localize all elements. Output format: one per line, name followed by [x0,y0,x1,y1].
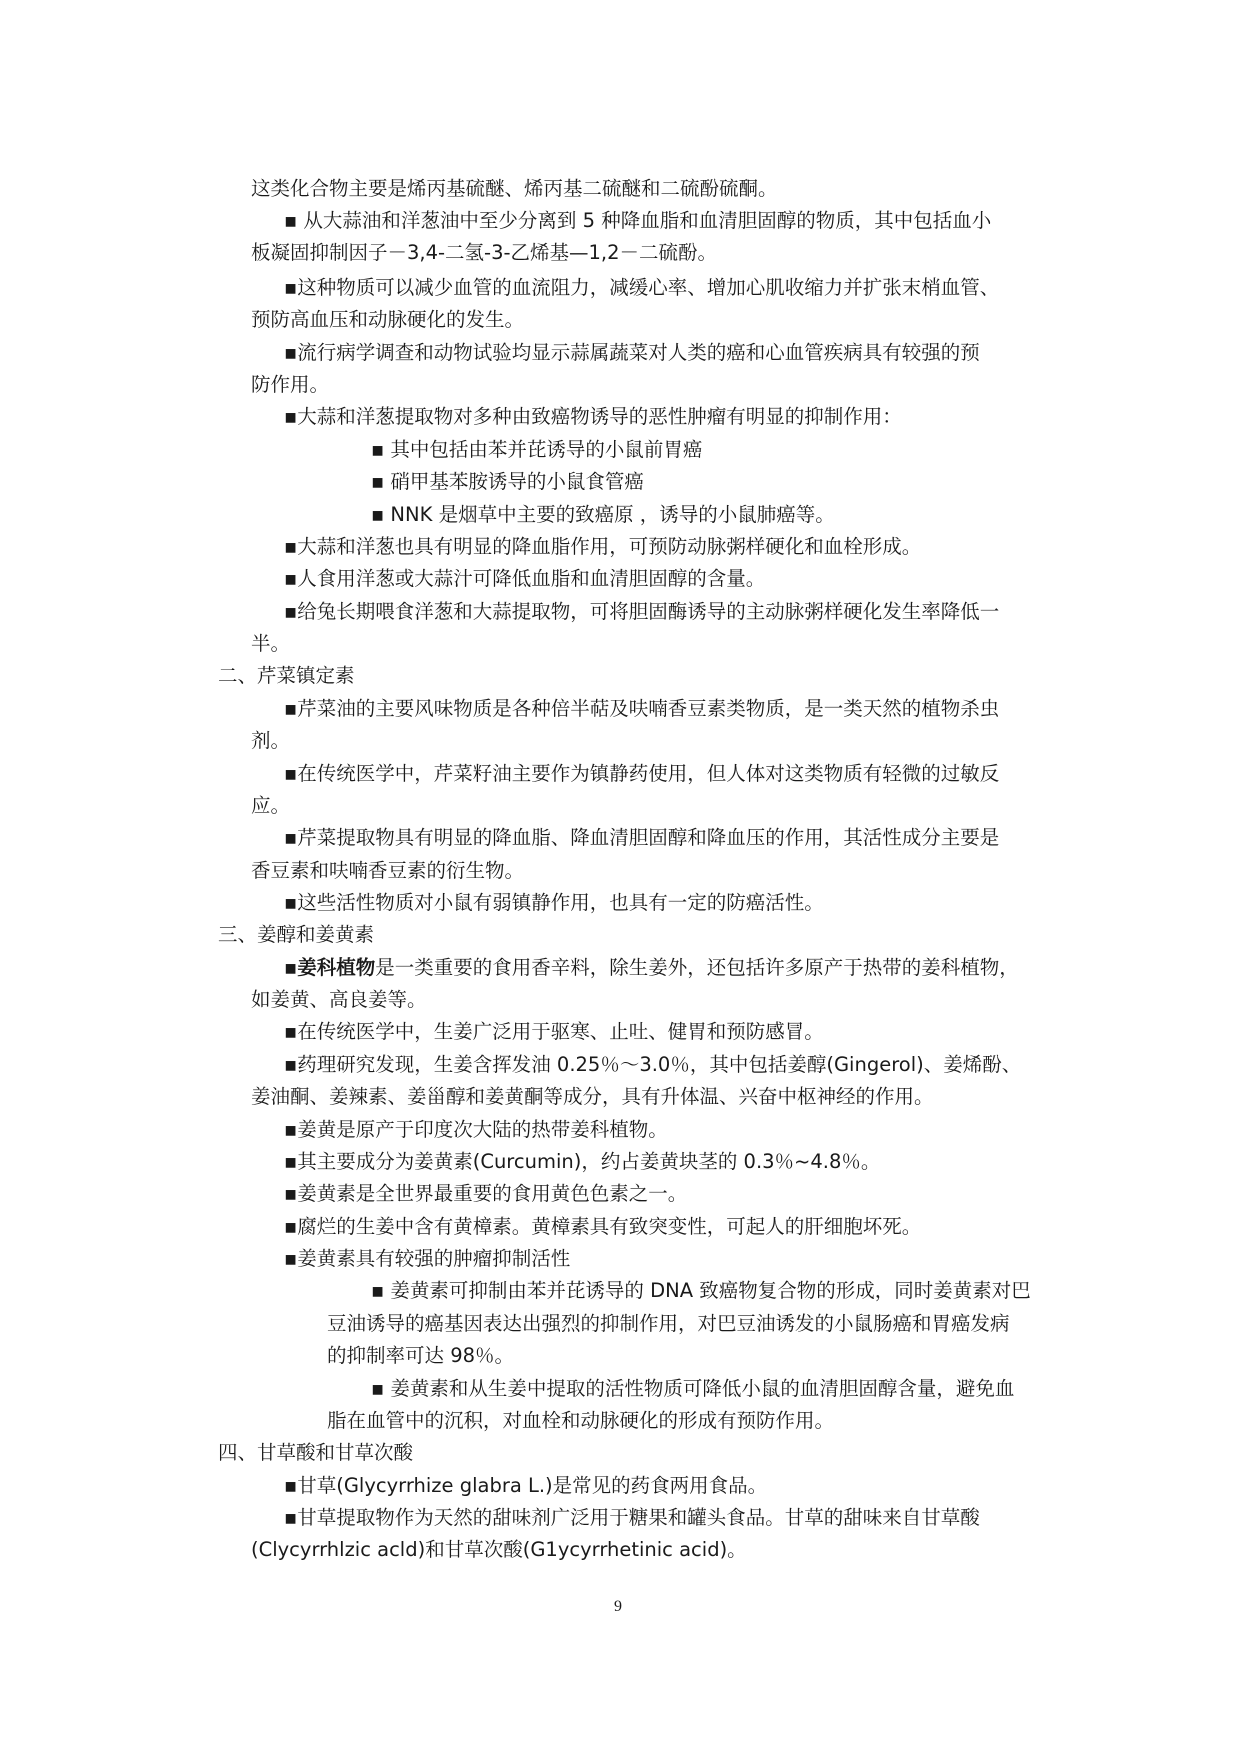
text-line: 防作用。 [251,373,330,396]
bullet-item [284,956,1019,980]
sub-bullet-item: ▪ 其中包括由苯并芘诱导的小鼠前胃癌 [371,438,703,461]
text-line: 板凝固抑制因子－3,4-二氢-3-乙烯基—1,2－二硫酚。 [251,241,718,264]
bullet-item: ▪流行病学调查和动物试验均显示蒜属蔬菜对人类的癌和心血管疾病具有较强的预 [284,341,980,364]
section-heading: 二、芹菜镇定素 [218,664,355,687]
bullet-item: ▪给兔长期喂食洋葱和大蒜提取物，可将胆固酶诱导的主动脉粥样硬化发生率降低一 [284,600,1000,623]
bullet-item: ▪姜黄素是全世界最重要的食用黄色色素之一。 [284,1182,688,1205]
section-heading: 三、姜醇和姜黄素 [218,923,375,946]
sub-bullet-item: ▪ 硝甲基苯胺诱导的小鼠食管癌 [371,470,644,493]
bullet-item: ▪药理研究发现，生姜含挥发油 0.25％～3.0％，其中包括姜醇(Gingerol)、姜烯酚、 [284,1053,1022,1076]
text-line: 半。 [251,632,291,655]
text-span: 是一类重要的食用香辛料，除生姜外，还包括许多原产于热带的姜科植物， [375,956,1019,979]
bullet-item: ▪甘草提取物作为天然的甜味剂广泛用于糖果和罐头食品。甘草的甜味来自甘草酸 [284,1506,980,1529]
bullet-item: ▪在传统医学中，生姜广泛用于驱寒、止吐、健胃和预防感冒。 [284,1020,824,1043]
text-line: 豆油诱导的癌基因表达出强烈的抑制作用，对巴豆油诱发的小鼠肠癌和胃癌发病 [327,1312,1010,1335]
bullet-item: ▪这些活性物质对小鼠有弱镇静作用，也具有一定的防癌活性。 [284,891,824,914]
text-line: 的抑制率可达 98％。 [327,1344,515,1367]
bullet-item: ▪ 从大蒜油和洋葱油中至少分离到 5 种降血脂和血清胆固醇的物质，其中包括血小 [284,209,992,232]
bullet-item: ▪腐烂的生姜中含有黄樟素。黄樟素具有致突变性，可起人的肝细胞坏死。 [284,1215,922,1238]
bullet-item: ▪人食用洋葱或大蒜汁可降低血脂和血清胆固醇的含量。 [284,567,766,590]
bullet-item: ▪芹菜油的主要风味物质是各种倍半萜及呋喃香豆素类物质，是一类天然的植物杀虫 [284,697,1000,720]
section-heading: 四、甘草酸和甘草次酸 [218,1441,414,1464]
text-line: 如姜黄、高良姜等。 [251,988,427,1011]
text-line: 姜油酮、姜辣素、姜甾醇和姜黄酮等成分，具有升体温、兴奋中枢神经的作用。 [251,1085,934,1108]
bullet-item: ▪在传统医学中，芹菜籽油主要作为镇静药使用，但人体对这类物质有轻微的过敏反 [284,762,1000,785]
sub-bullet-item: ▪ 姜黄素可抑制由苯并芘诱导的 DNA 致癌物复合物的形成，同时姜黄素对巴 [371,1279,1031,1302]
text-line: 应。 [251,794,291,817]
bold-term: ▪姜科植物 [284,956,376,979]
text-line: 预防高血压和动脉硬化的发生。 [251,308,525,331]
text-line: 剂。 [251,729,291,752]
text-line: (Clycyrrhlzic acld)和甘草次酸(G1ycyrrhetinic acid)。 [251,1538,747,1561]
bullet-item: ▪这种物质可以减少血管的血流阻力，减缓心率、增加心肌收缩力并扩张末梢血管、 [284,276,1000,299]
text-line: 脂在血管中的沉积，对血栓和动脉硬化的形成有预防作用。 [327,1409,835,1432]
bullet-item: ▪甘草(Glycyrrhize glabra L.)是常见的药食两用食品。 [284,1474,768,1497]
bullet-item: ▪其主要成分为姜黄素(Curcumin)，约占姜黄块茎的 0.3％~4.8％。 [284,1150,881,1173]
text-line: 香豆素和呋喃香豆素的衍生物。 [251,859,525,882]
bullet-item: ▪大蒜和洋葱提取物对多种由致癌物诱导的恶性肿瘤有明显的抑制作用： [284,405,902,428]
bullet-item: ▪姜黄是原产于印度次大陆的热带姜科植物。 [284,1118,668,1141]
sub-bullet-item: ▪ NNK 是烟草中主要的致癌原 ，诱导的小鼠肺癌等。 [371,503,835,526]
bullet-item: ▪芹菜提取物具有明显的降血脂、降血清胆固醇和降血压的作用，其活性成分主要是 [284,826,1000,849]
sub-bullet-item: ▪ 姜黄素和从生姜中提取的活性物质可降低小鼠的血清胆固醇含量，避免血 [371,1377,1015,1400]
bullet-item: ▪姜黄素具有较强的肿瘤抑制活性 [284,1247,571,1270]
page-number: 9 [614,1598,622,1615]
text-line: 这类化合物主要是烯丙基硫醚、烯丙基二硫醚和二硫酚硫酮。 [251,177,778,200]
bullet-item: ▪大蒜和洋葱也具有明显的降血脂作用，可预防动脉粥样硬化和血栓形成。 [284,535,922,558]
